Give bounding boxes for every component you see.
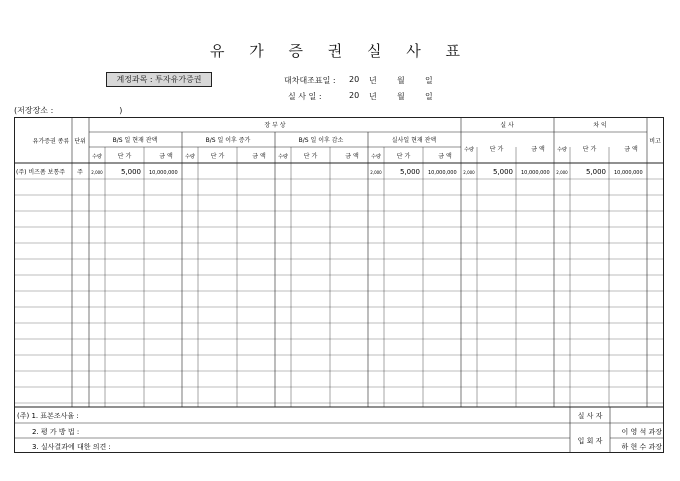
row1-actual-price: 5,000 — [492, 168, 513, 176]
table-lines — [14, 117, 664, 453]
audit-date-year-unit: 년 — [369, 92, 377, 101]
header-price-2: 단 가 — [303, 153, 318, 160]
header-amount-4: 금 액 — [531, 146, 545, 153]
row1-diff-amount: 10,000,000 — [614, 170, 643, 176]
row1-bs-price: 5,000 — [120, 168, 141, 176]
sub-after-decrease-header: B/S 일 이후 감소 — [298, 137, 344, 144]
witness-label: 입 회 자 — [577, 437, 603, 445]
header-price-4: 단 가 — [489, 146, 504, 153]
bs-date-label: 대차대조표일 : — [284, 76, 336, 85]
row1-diff-qty: 2,000 — [556, 170, 568, 175]
audit-date-label: 실 사 일 : — [288, 92, 322, 101]
auditor-label: 실 사 자 — [577, 412, 603, 420]
header-amount-0: 금 액 — [159, 153, 173, 160]
storage-location — [14, 105, 122, 116]
sub-after-increase-header: B/S 일 이후 증가 — [205, 137, 251, 144]
header-qty-1: 수량 — [185, 154, 195, 160]
row1-audit-amount: 10,000,000 — [428, 170, 457, 176]
row1-actual-amount: 10,000,000 — [521, 170, 550, 176]
page-title: 유 가 증 권 실 사 표 — [209, 42, 471, 60]
bs-date-month-unit: 월 — [397, 76, 405, 85]
sub-audit-balance-header: 실사일 현재 잔액 — [391, 137, 437, 144]
col-security-header: 유가증권 종류 — [32, 138, 70, 145]
witness-name-1: 이 영 석 과장 — [621, 428, 662, 436]
header-amount-1: 금 액 — [252, 153, 266, 160]
header-qty-3: 수량 — [371, 154, 381, 160]
footer-sampling-rate: (주) 1. 표본조사율 : — [17, 412, 79, 420]
audit-date-year: 20 — [349, 91, 360, 100]
row1-diff-price: 5,000 — [585, 168, 606, 176]
row1-unit: 주 — [77, 169, 83, 176]
audit-date-month-unit: 월 — [397, 92, 405, 101]
header-price-1: 단 가 — [210, 153, 225, 160]
header-qty-0: 수량 — [92, 154, 102, 160]
footer-valuation-method: 2. 평 가 방 법 : — [32, 428, 80, 436]
footer-audit-opinion: 3. 실사결과에 대한 의견 : — [32, 443, 111, 451]
witness-name-2: 하 현 수 과장 — [621, 443, 662, 451]
header-qty-2: 수량 — [278, 154, 288, 160]
bs-date-day-unit: 일 — [425, 76, 433, 85]
table-body-lines — [14, 117, 664, 407]
row1-security-name: (주) 비즈폼 보통주 — [16, 169, 66, 176]
row1-bs-qty: 2,000 — [91, 170, 103, 175]
row1-bs-amount: 10,000,000 — [149, 170, 178, 176]
header-amount-2: 금 액 — [345, 153, 359, 160]
header-price-5: 단 가 — [582, 146, 597, 153]
header-price-3: 단 가 — [396, 153, 411, 160]
header-amount-3: 금 액 — [438, 153, 452, 160]
sub-bs-balance-header: B/S 일 현재 잔액 — [112, 137, 158, 144]
row1-audit-qty: 2,000 — [370, 170, 382, 175]
storage-close: ) — [119, 106, 123, 115]
storage-label: (저장장소 : — [14, 106, 54, 115]
audit-date-day-unit: 일 — [425, 92, 433, 101]
bs-date-year: 20 — [349, 75, 360, 84]
bs-date-year-unit: 년 — [369, 76, 377, 85]
col-unit-header: 단위 — [74, 138, 86, 145]
group-actual-header: 실 사 — [500, 122, 514, 129]
col-remark-header: 비고 — [649, 138, 661, 145]
group-ledger-header: 장 부 상 — [264, 122, 286, 129]
header-qty-4: 수량 — [464, 147, 474, 153]
row1-actual-qty: 2,000 — [463, 170, 475, 175]
row1-audit-price: 5,000 — [399, 168, 420, 176]
header-amount-5: 금 액 — [624, 146, 638, 153]
account-subject-box: 계정과목 : 투자유가증권 — [106, 72, 212, 87]
header-qty-5: 수량 — [557, 147, 567, 153]
group-diff-header: 차 익 — [593, 122, 607, 129]
audit-table — [14, 117, 664, 453]
header-price-0: 단 가 — [117, 153, 132, 160]
